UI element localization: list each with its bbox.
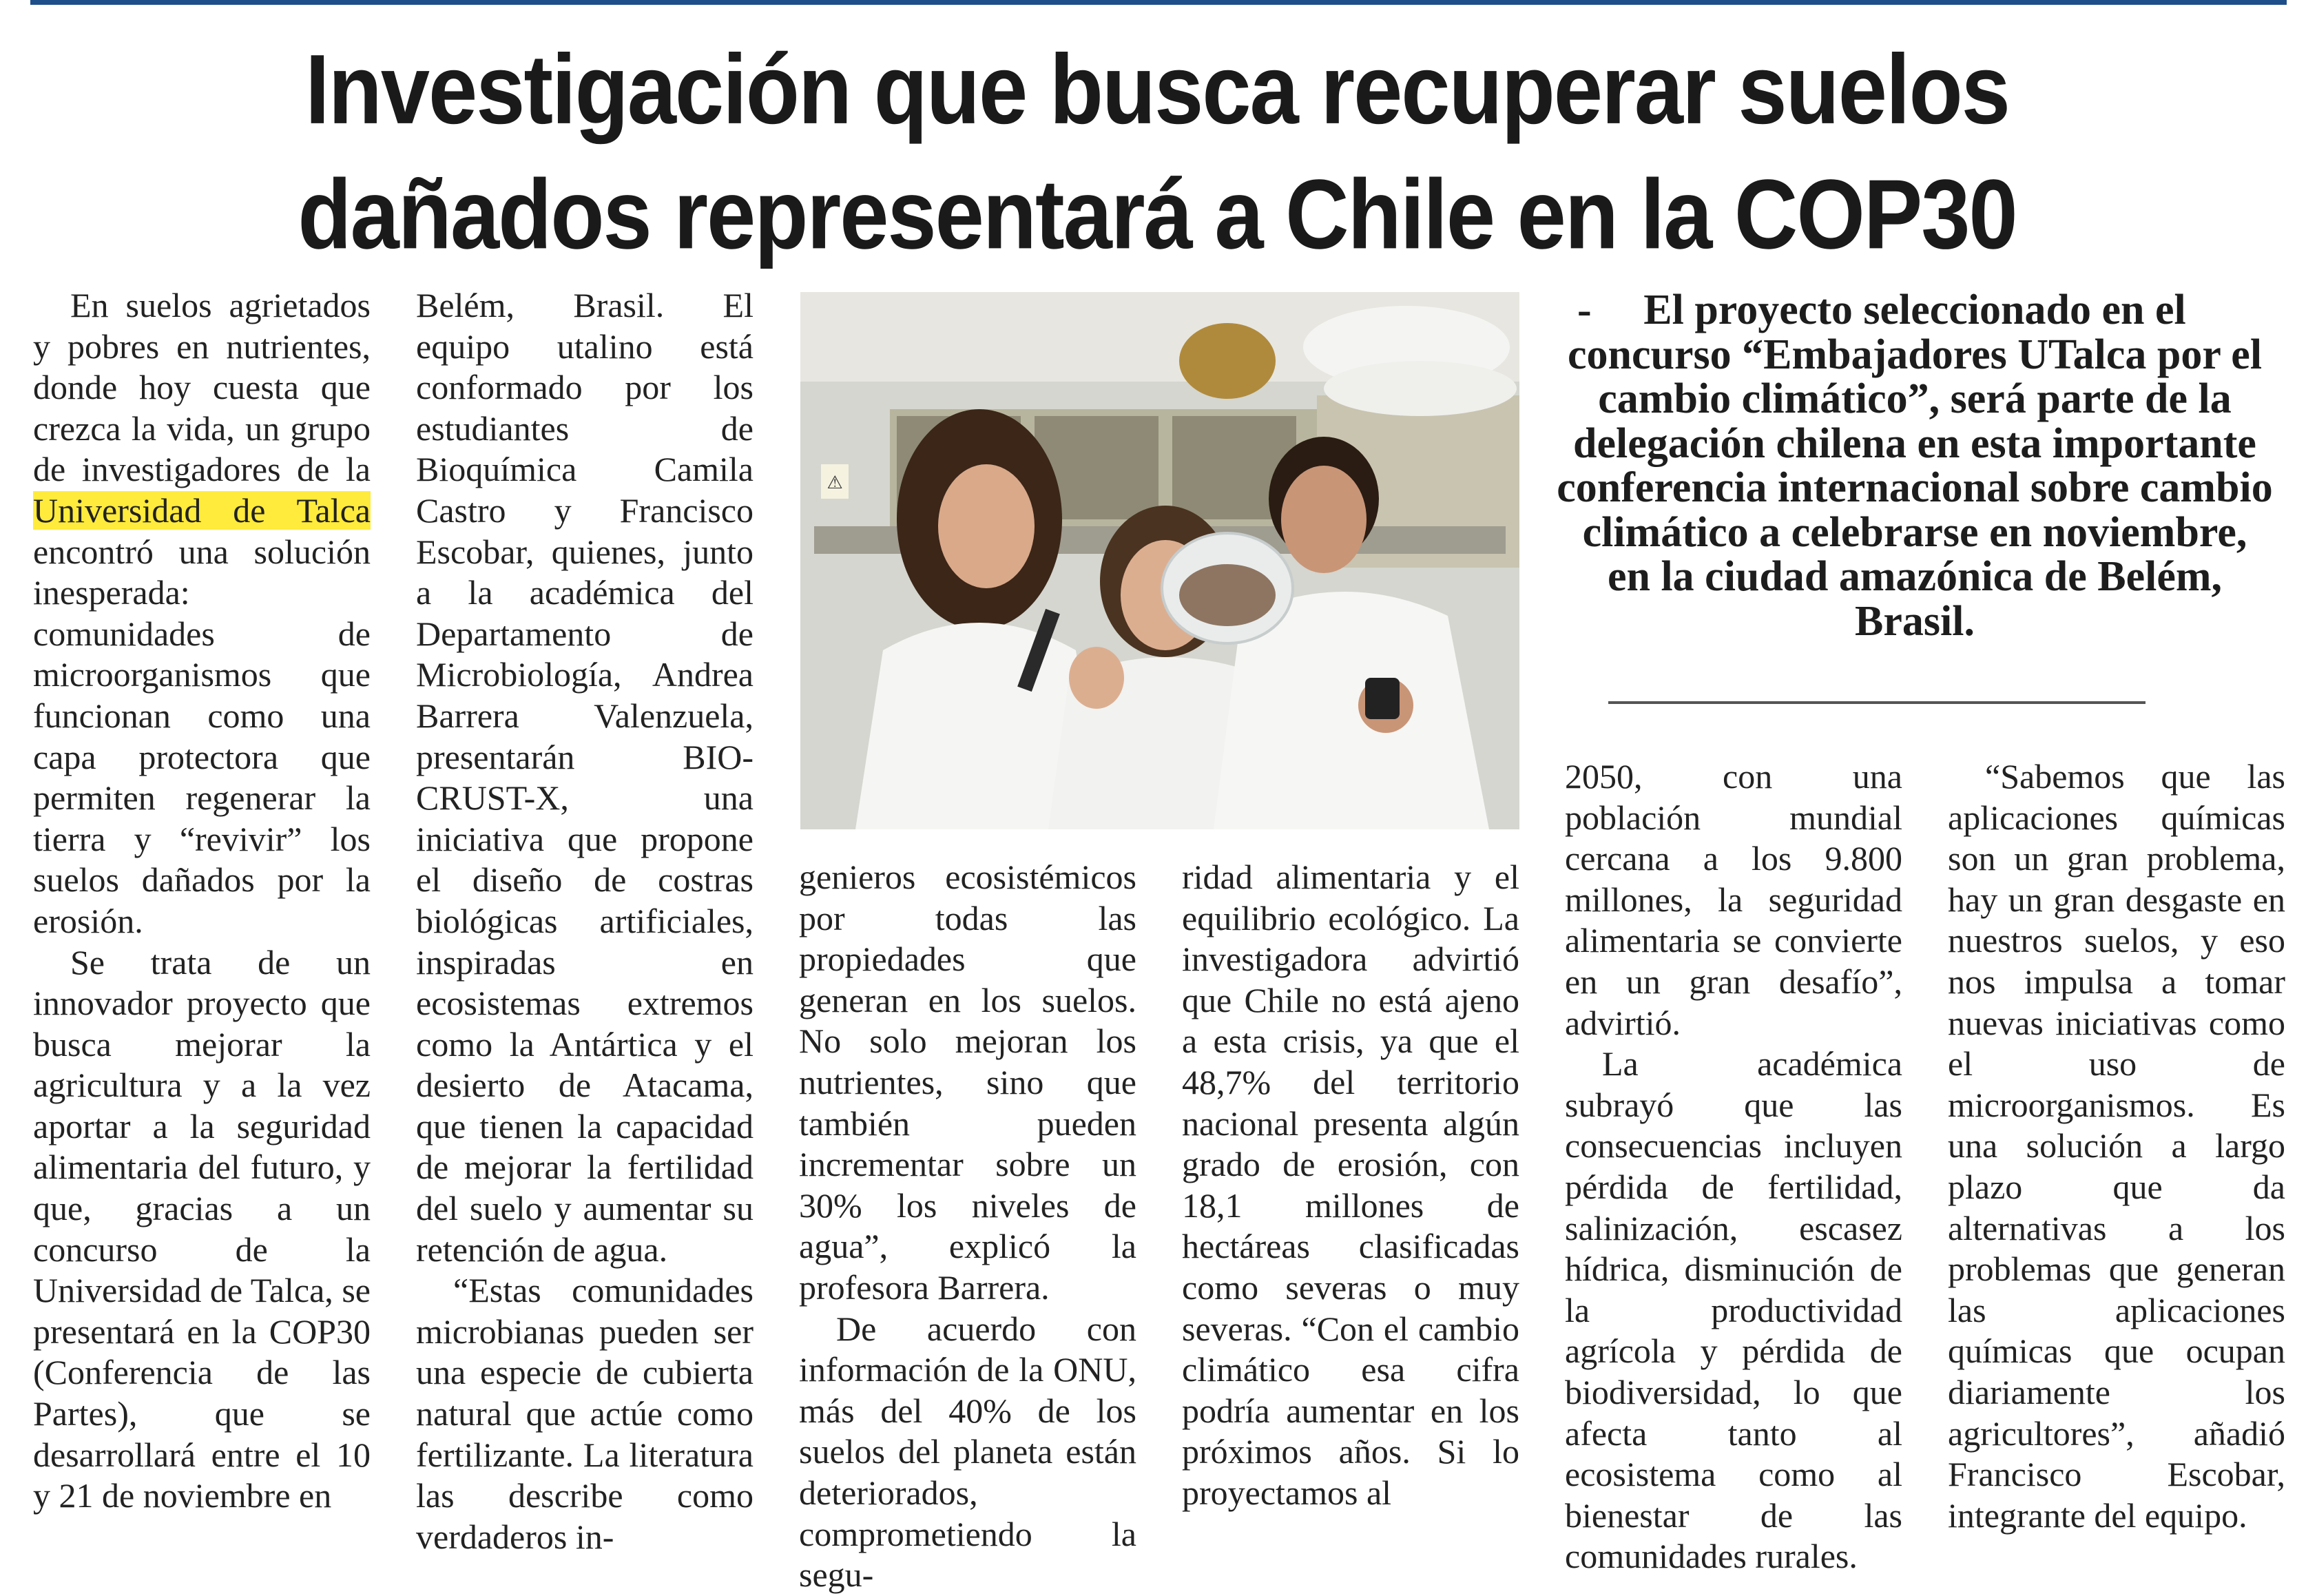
- paragraph: “Sabemos que las aplicaciones químicas son un gran problema, hay un gran desgaste en nuestros suelos, y eso nos impulsa a tomar nuevas iniciativas como el uso de microorganismos. Es una solución a largo plazo que da alternativas a los problemas que generan las aplicaciones químicas que ocupan diariamente los agricultores”, añadió Francisco Escobar, integrante del equipo.: [1948, 757, 2285, 1535]
- headline-line-2: dañados representará a Chile en la COP30: [298, 159, 2017, 270]
- lab-photo-illustration: [800, 292, 1519, 829]
- article-column-4: [1182, 857, 1519, 1514]
- paragraph: genieros ecosistémicos por todas las propiedades que generan en los suelos. No solo mejoran los nutrientes, sino que también pueden incrementar sobre un 30% los niveles de agua”, explicó la profesora Barrera.: [799, 858, 1136, 1307]
- warning-sign-icon: ⚠: [827, 473, 843, 493]
- article-column-2: [416, 285, 754, 1557]
- paragraph-text: En suelos agrietados y pobres en nutrientes, donde hoy cuesta que crezca la vida, un grupo de investigadores de la: [33, 286, 371, 489]
- paragraph-text: encontró una solución inesperada: comunidades de microorganismos que funcionan como una capa protectora que permiten regenerar la tierra y “revivir” los suelos dañados por la erosión.: [33, 532, 371, 940]
- paragraph: La académica subrayó que las consecuencias incluyen pérdida de fertilidad, salinización, escasez hídrica, disminución de la productividad agrícola y pérdida de biodiversidad, lo que afecta tanto al ecosistema como al bienestar de las comunidades rurales.: [1565, 1044, 1902, 1576]
- headline: [41, 28, 2273, 278]
- paragraph: 2050, con una población mundial cercana a los 9.800 millones, la seguridad alimentaria se convierte en un gran desafío”, advirtió.: [1565, 757, 1902, 1042]
- article-column-1: [33, 285, 371, 1517]
- lead-text: El proyecto seleccionado en el concurso “Embajadores UTalca por el cambio climático”, será parte de la delegación chilena en esta importante conferencia internacional sobre cambio climático a celebrarse en noviembre, en la ciudad amazónica de Belém, Brasil.: [1557, 287, 2273, 645]
- highlighted-university-name: Universidad de Talca: [33, 490, 371, 530]
- lead-divider: [1608, 701, 2145, 704]
- article-column-6: [1948, 756, 2285, 1536]
- paragraph: [33, 285, 371, 942]
- paragraph: Se trata de un innovador proyecto que busca mejorar la agricultura y a la vez aportar a la seguridad alimentaria del futuro, y que, gracias a un concurso de la Universidad de Talca, se presentará en la COP30 (Conferencia de las Partes), que se desarrollará entre el 10 y 21 de noviembre en: [33, 942, 371, 1515]
- top-rule: [30, 0, 2287, 5]
- paragraph: Belém, Brasil. El equipo utalino está conformado por los estudiantes de Bioquímica Camila Castro y Francisco Escobar, quienes, junto a la académica del Departamento de Microbiología, Andrea Barrera Valenzuela, presentarán BIO-CRUST-X, una iniciativa que propone el diseño de costras biológicas artificiales, inspiradas en ecosistemas extremos como la Antártica y el desierto de Atacama, que tienen la capacidad de mejorar la fertilidad del suelo y aumentar su retención de agua.: [416, 286, 754, 1269]
- lab-photo: [800, 292, 1519, 829]
- paragraph: “Estas comunidades microbianas pueden ser una especie de cubierta natural que actúe como fertilizante. La literatura las describe como verdaderos in-: [416, 1271, 754, 1556]
- article-lead: [1557, 288, 2273, 643]
- article-column-5: [1565, 756, 1902, 1577]
- lead-dash: -: [1577, 287, 1592, 333]
- article-column-3: [799, 857, 1136, 1596]
- headline-line-1: Investigación que busca recuperar suelos: [305, 34, 2009, 145]
- paragraph: ridad alimentaria y el equilibrio ecológico. La investigadora advirtió que Chile no está ajeno a esta crisis, ya que el 48,7% del territorio nacional presenta algún grado de erosión, con 18,1 millones de hectáreas clasificadas como severas o muy severas. “Con el cambio climático esa cifra podría aumentar en los próximos años. Si lo proyectamos al: [1182, 858, 1519, 1512]
- paragraph: De acuerdo con información de la ONU, más del 40% de los suelos del planeta están deteriorados, comprometiendo la segu-: [799, 1309, 1136, 1595]
